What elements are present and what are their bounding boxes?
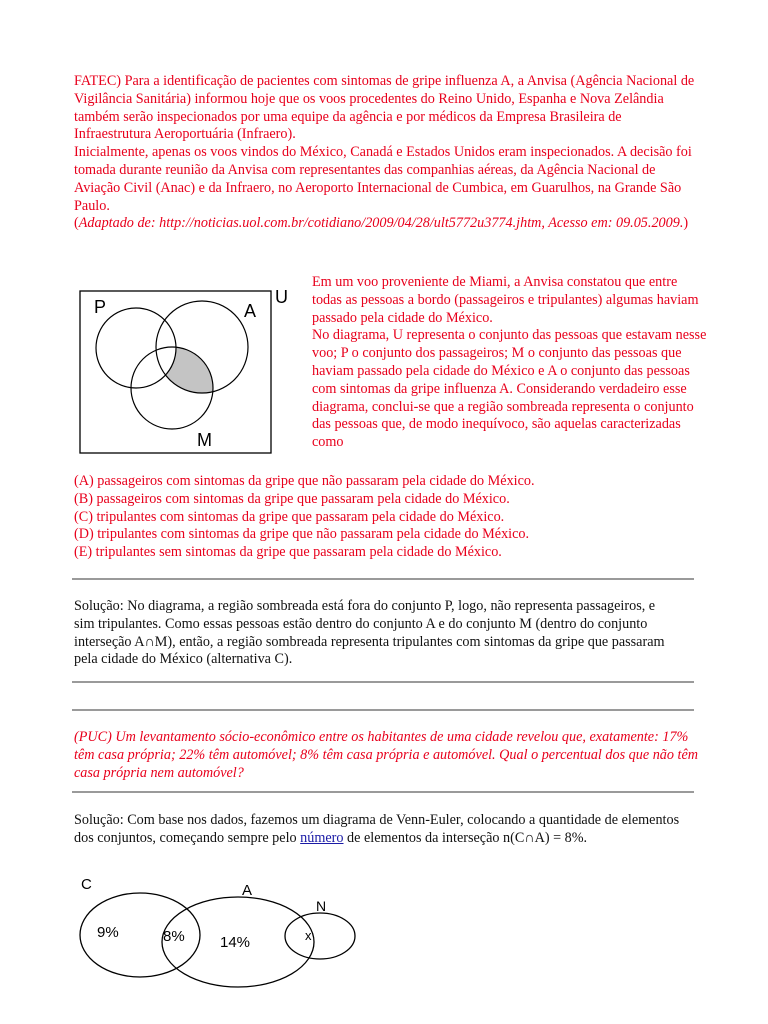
source-close-paren: ) (683, 215, 689, 232)
option-e: (E) tripulantes sem sintomas da gripe que passaram pela cidade do México. (74, 544, 502, 561)
solution-2 (74, 812, 684, 848)
set-n-ellipse (285, 913, 355, 959)
label-m: M (197, 430, 212, 450)
divider-2 (72, 681, 694, 683)
solution-1 (74, 598, 674, 669)
divider-4 (72, 791, 694, 793)
solution-2-after: de elementos da interseção n(C∩A) = 8%. (343, 829, 588, 846)
solution-2-before: Solução: Com base nos dados, fazemos um diagrama de Venn-Euler, colocando a quantidade de elementos dos conjuntos, começando sempre pelo (74, 812, 680, 846)
label-c: C (81, 876, 92, 893)
value-c-only: 9% (97, 924, 119, 941)
fatec-paragraph-1: FATEC) Para a identificação de pacientes com sintomas de gripe influenza A, a Anvisa (Agência Nacional de Vigilância Sanitária) informou hoje que os voos procedentes do Reino Unido, Espanha e Nova Zelândia também serão inspecionados por uma equipe da agência e por médicos da Empresa Brasileira de Infraestrutura Aeroportuária (Infraero). (74, 73, 695, 143)
answer-options (74, 473, 594, 562)
venn-diagram-pam (79, 285, 297, 455)
puc-question (74, 729, 706, 782)
miami-question (312, 274, 707, 452)
label-a: A (244, 301, 257, 321)
label-n: N (316, 898, 327, 914)
fatec-paragraph-2: Inicialmente, apenas os voos vindos do México, Canadá e Estados Unidos eram inspecionados. A decisão foi tomada durante reunião da Anvisa com representantes das companhias aéreas, da Agência Nacional de Aviação Civil (Anac) e da Infraero, no Aeroporto Internacional de Cumbica, em Guarulhos, na Grande São Paulo. (74, 144, 692, 214)
numero-link[interactable]: número (300, 829, 344, 846)
divider-1 (72, 578, 694, 580)
puc-text: (PUC) Um levantamento sócio-econômico entre os habitantes de uma cidade revelou que, exatamente: 17% têm casa própria; 22% têm automóvel; 8% têm casa própria e automóvel. Qual o percentual dos que não têm casa própria nem automóvel? (74, 729, 699, 781)
option-a: (A) passageiros com sintomas da gripe que não passaram pela cidade do México. (74, 473, 535, 489)
value-a-only: 14% (220, 934, 251, 951)
divider-3 (72, 709, 694, 711)
source-citation: Adaptado de: http://noticias.uol.com.br/cotidiano/2009/04/28/ult5772u3774.jhtm, Acesso em: 09.05.2009. (78, 215, 684, 232)
question-text: Em um voo proveniente de Miami, a Anvisa constatou que entre todas as pessoas a bordo (passageiros e tripulantes) algumas haviam passado pela cidade do México. (312, 274, 699, 326)
fatec-source (74, 215, 696, 233)
option-b: (B) passageiros com sintomas da gripe que passaram pela cidade do México. (74, 490, 510, 507)
question-text-2: No diagrama, U representa o conjunto das pessoas que estavam nesse voo; P o conjunto dos passageiros; M o conjunto das pessoas que haviam passado pela cidade do México e A o conjunto das pessoas com sintomas da gripe influenza A. Considerando verdadeiro esse diagrama, conclui-se que a região sombreada representa o conjunto das pessoas que, de modo inequívoco, são aquelas caracterizadas como (312, 327, 707, 451)
label-a2: A (242, 882, 253, 899)
option-d: (D) tripulantes com sintomas da gripe que não passaram pela cidade do México. (74, 526, 530, 543)
value-n: x (305, 928, 312, 943)
option-c: (C) tripulantes com sintomas da gripe que passaram pela cidade do México. (74, 508, 505, 525)
fatec-statement (74, 73, 696, 233)
solution-1-text: Solução: No diagrama, a região sombreada está fora do conjunto P, logo, não representa passageiros, e sim tripulantes. Como essas pessoas estão dentro do conjunto A e do conjunto M (dentro do conjunto interseção A∩M), então, a região sombreada representa tripulantes com sintomas da gripe que passaram pela cidade do México (alternativa C). (74, 598, 665, 668)
source-open-paren: ( (74, 215, 79, 232)
venn-diagram-can (72, 870, 358, 1020)
label-u: U (275, 287, 288, 307)
solution-2-text (74, 812, 684, 848)
value-intersection: 8% (163, 928, 185, 945)
label-p: P (94, 297, 107, 317)
